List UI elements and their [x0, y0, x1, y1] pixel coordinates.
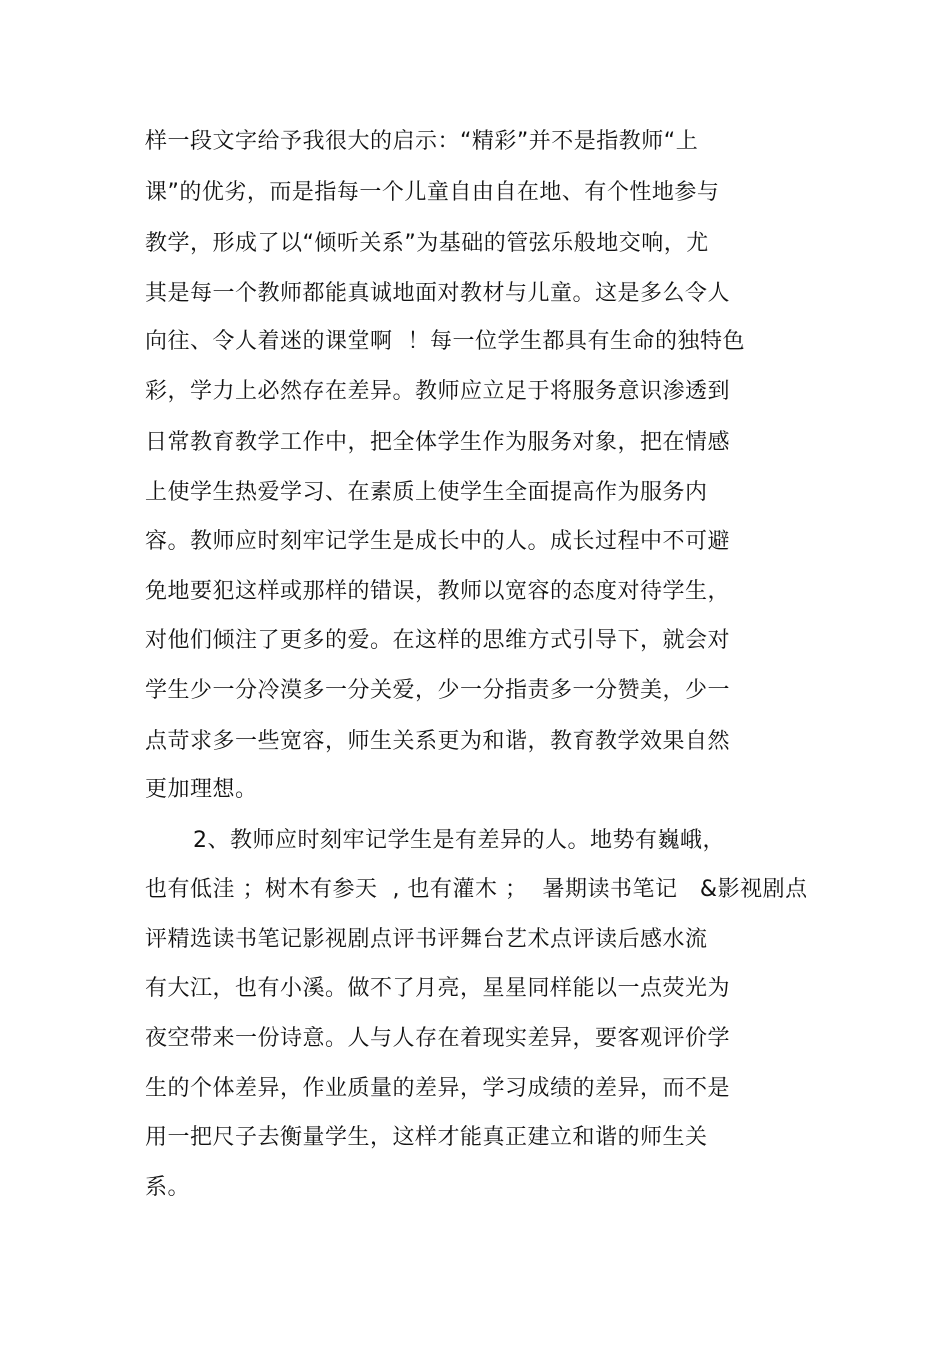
text-line: 点苛求多一些宽容，师生关系更为和谐，教育教学效果自然 [145, 729, 731, 754]
text-line: 系。 [145, 1175, 191, 1200]
text-line: 教学，形成了以“倾听关系”为基础的管弦乐般地交响，尤 [145, 231, 709, 256]
paragraph-2-first-line: 2、教师应时刻牢记学生是有差异的人。地势有巍峨， [193, 828, 725, 853]
text-line: 免地要犯这样或那样的错误，教师以宽容的态度对待学生， [145, 579, 731, 604]
text-line: 容。教师应时刻牢记学生是成长中的人。成长过程中不可避 [145, 529, 731, 554]
text-line: 也有低洼 ；树木有参天 , 也有灌木 ； 暑期读书笔记 &影视剧点 [145, 877, 808, 902]
text-line: 向往、令人着迷的课堂啊 ！每一位学生都具有生命的独特色 [145, 329, 745, 354]
text-line: 样一段文字给予我很大的启示：“精彩”并不是指教师“上 [145, 129, 699, 154]
text-line: 夜空带来一份诗意。人与人存在着现实差异，要客观评价学 [145, 1026, 731, 1051]
text-line: 对他们倾注了更多的爱。在这样的思维方式引导下，就会对 [145, 628, 731, 653]
text-line: 上使学生热爱学习、在素质上使学生全面提高作为服务内 [145, 480, 708, 505]
text-line: 课”的优劣，而是指每一个儿童自由自在地、有个性地参与 [145, 180, 720, 205]
text-line: 用一把尺子去衡量学生，这样才能真正建立和谐的师生关 [145, 1125, 708, 1150]
text-line: 生的个体差异，作业质量的差异，学习成绩的差异，而不是 [145, 1076, 731, 1101]
text-line: 其是每一个教师都能真诚地面对教材与儿童。这是多么令人 [145, 281, 731, 306]
text-line: 日常教育教学工作中，把全体学生作为服务对象，把在情感 [145, 430, 731, 455]
text-line: 更加理想。 [145, 777, 258, 802]
text-line: 有大江，也有小溪。做不了月亮，星星同样能以一点荧光为 [145, 976, 731, 1001]
text-line: 评精选读书笔记影视剧点评书评舞台艺术点评读后感水流 [145, 927, 708, 952]
text-line: 彩，学力上必然存在差异。教师应立足于将服务意识渗透到 [145, 379, 731, 404]
text-line: 学生少一分冷漠多一分关爱，少一分指责多一分赞美，少一 [145, 678, 731, 703]
